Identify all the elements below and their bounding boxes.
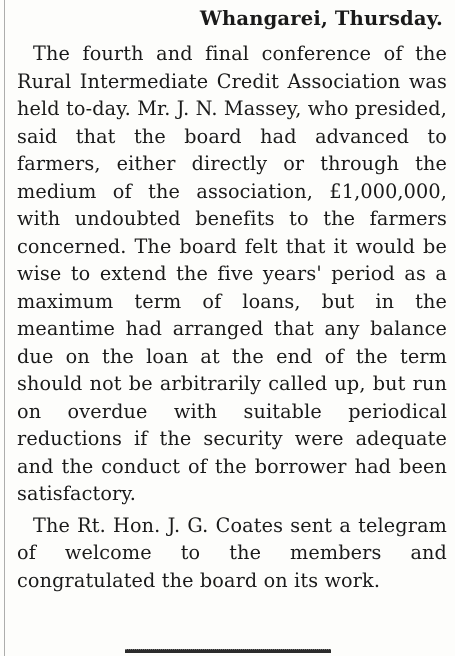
article-paragraph: The fourth and final conference of the Rural Intermediate Credit Association was held to-day. Mr. J. N. Massey, who presided, said that the board had advanced to farmers, either directly or through the medium of the association, £1,000,000, with undoubted benefits to the farmers concerned. The board felt that it would be wise to extend the five years' period as a maximum term of loans, but in the meantime had arranged that any balance due on the loan at the end of the term should not be arbitrarily called up, but run on overdue with suitable periodical reductions if the security were adequate and the conduct of the borrower had been satisfactory. bbox=[17, 42, 447, 505]
article bbox=[17, 6, 447, 594]
article-paragraph: The Rt. Hon. J. G. Coates sent a telegram of welcome to the members and congratulated the board on its work. bbox=[17, 513, 447, 592]
dateline: Whangarei, Thursday. bbox=[199, 7, 443, 30]
column-rule bbox=[4, 0, 5, 656]
end-rule bbox=[125, 649, 331, 653]
